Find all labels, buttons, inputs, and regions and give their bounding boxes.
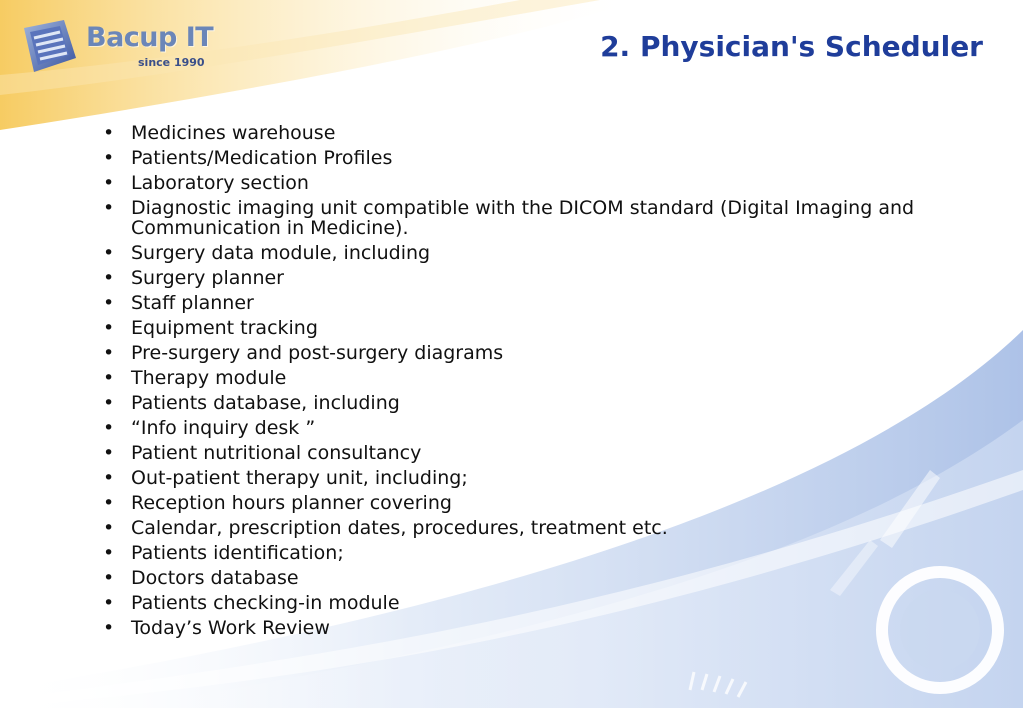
list-item-text: “Info inquiry desk ” — [131, 417, 316, 439]
list-item — [100, 593, 980, 613]
list-item-text: Staff planner — [131, 292, 254, 314]
list-item-text: Equipment tracking — [131, 317, 318, 339]
list-item — [100, 568, 980, 588]
logo-tagline: since 1990 — [138, 56, 205, 69]
list-item — [100, 343, 980, 363]
list-item-text: Medicines warehouse — [131, 122, 336, 144]
bullet-icon: • — [103, 492, 115, 514]
bullet-icon: • — [103, 592, 115, 614]
bullet-icon: • — [103, 267, 115, 289]
bullet-icon: • — [103, 617, 115, 639]
slide-title: 2. Physician's Scheduler — [600, 30, 983, 63]
list-item-text: Therapy module — [131, 367, 287, 389]
logo-mark-icon — [20, 18, 80, 74]
list-item-text: Patients database, including — [131, 392, 400, 414]
list-item — [100, 468, 980, 488]
list-item — [100, 198, 980, 238]
list-item — [100, 543, 980, 563]
list-item-text: Pre-surgery and post-surgery diagrams — [131, 342, 504, 364]
list-item — [100, 618, 980, 638]
list-item — [100, 148, 980, 168]
list-item — [100, 318, 980, 338]
list-item-text: Today’s Work Review — [131, 617, 330, 639]
list-item-text: Surgery planner — [131, 267, 284, 289]
list-item — [100, 268, 980, 288]
list-item-text: Patients/Medication Profiles — [131, 147, 393, 169]
list-item-text: Surgery data module, including — [131, 242, 431, 264]
bullet-icon: • — [103, 542, 115, 564]
list-item — [100, 173, 980, 193]
list-item — [100, 518, 980, 538]
list-item-text: Calendar, prescription dates, procedures, treatment etc. — [131, 517, 668, 539]
bullet-icon: • — [103, 197, 115, 219]
list-item-text: Patient nutritional consultancy — [131, 442, 422, 464]
bullet-icon: • — [103, 442, 115, 464]
bullet-icon: • — [103, 417, 115, 439]
list-item-text: Laboratory section — [131, 172, 309, 194]
list-item-text: Diagnostic imaging unit compatible with the DICOM standard (Digital Imaging and Communication in Medicine). — [131, 197, 915, 239]
list-item-text: Patients identification; — [131, 542, 344, 564]
list-item-text: Doctors database — [131, 567, 299, 589]
list-item — [100, 243, 980, 263]
list-item-text: Out-patient therapy unit, including; — [131, 467, 468, 489]
list-item — [100, 123, 980, 143]
list-item-text: Patients checking-in module — [131, 592, 400, 614]
bullet-icon: • — [103, 392, 115, 414]
bullet-icon: • — [103, 517, 115, 539]
list-item — [100, 368, 980, 388]
list-item — [100, 443, 980, 463]
bullet-icon: • — [103, 367, 115, 389]
list-item — [100, 493, 980, 513]
bullet-icon: • — [103, 567, 115, 589]
bullet-icon: • — [103, 342, 115, 364]
list-item — [100, 418, 980, 438]
bullet-icon: • — [103, 122, 115, 144]
bullet-icon: • — [103, 292, 115, 314]
list-item — [100, 393, 980, 413]
logo-name: Bacup IT — [86, 22, 214, 53]
bullet-icon: • — [103, 147, 115, 169]
bullet-icon: • — [103, 172, 115, 194]
bullet-icon: • — [103, 242, 115, 264]
bullet-icon: • — [103, 317, 115, 339]
list-item — [100, 293, 980, 313]
list-item-text: Reception hours planner covering — [131, 492, 452, 514]
company-logo — [20, 18, 214, 76]
bullet-list — [100, 123, 980, 643]
bullet-icon: • — [103, 467, 115, 489]
